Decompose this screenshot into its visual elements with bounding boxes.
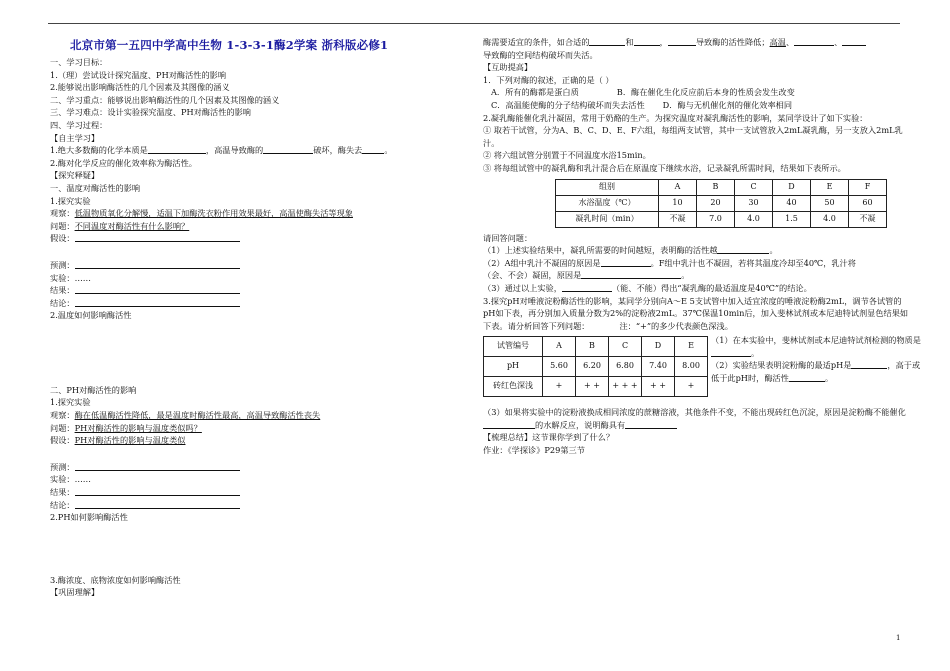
answer-blank[interactable] (789, 372, 825, 382)
hypothesis-line: 假设： (50, 232, 455, 245)
sub-question-2: （2）A组中乳汁不凝固的原因是 。F组中乳汁也不凝固，若将其温度冷却至40℃，乳汁将 (483, 257, 856, 268)
section-heading: 一、学习目标： (50, 57, 108, 67)
sub-question-1: （1）在本实验中，斐林试剂或本尼迪特试剂检测的物质是。 (711, 335, 921, 358)
answer-blank[interactable] (851, 359, 887, 369)
key-point: 二、学习重点：能够说出影响酶活性的几个因素及其图像的涵义 (50, 94, 280, 105)
sub-question-3: （3）通过以上实验， （能、不能）得出“凝乳酶的最适温度是40℃”的结论。 (483, 282, 812, 293)
answer-blank[interactable] (601, 257, 651, 267)
answer-blank[interactable] (717, 244, 769, 254)
explore-heading: 【探究释疑】 (50, 170, 100, 181)
answer-blank[interactable] (75, 297, 240, 307)
question-3: 3.探究pH对唾液淀粉酶活性的影响，某同学分别向A～E 5支试管中加入适宜浓度的唾液淀粉酶2mL，调节各试管的pH如下表，再分别加入质量分数为2%的淀粉液2mL。37℃保温10min后，加入斐林试剂或本尼迪特试剂显色结果如下表。请分析回答下列问题： 注：“+”的多少代表颜色深浅。 (483, 295, 909, 331)
prediction-line: 预测： (50, 259, 455, 272)
subsection-heading: 2.PH如何影响酶活性 (50, 512, 128, 523)
answer-blank[interactable] (75, 499, 240, 509)
summary-heading: 【梳理总结】这节课你学到了什么？ (483, 432, 615, 443)
answer-blank[interactable] (625, 419, 677, 429)
answer-blank[interactable] (483, 419, 535, 429)
answer-blank[interactable] (668, 36, 696, 46)
statement: 2.酶对化学反应的催化效率称为酶活性。 (50, 157, 197, 168)
subsection-heading: 3.酶浓度、底物浓度如何影响酶活性 (50, 574, 181, 585)
prediction-line: 预测： (50, 461, 455, 474)
answer-blank[interactable] (581, 269, 681, 279)
answer-blank[interactable] (634, 36, 660, 46)
coagulation-table (555, 179, 887, 228)
answer-blank[interactable] (362, 144, 384, 154)
step-3: ③ 将每组试管中的凝乳酶和乳汁混合后在原温度下继续水浴，记录凝乳所需时间，结果如下表所示。 (483, 162, 846, 173)
answer-blank[interactable] (562, 282, 612, 292)
conclusion-line: 结论： (50, 499, 455, 512)
answer-blank[interactable] (711, 347, 751, 357)
page-number: 1 (896, 634, 901, 642)
table-row: 凝乳时间（min） 不凝 7.0 4.0 1.5 4.0 不凝 (556, 211, 887, 227)
fill-in-line: 导致酶的空间结构破坏而失活。 (483, 49, 598, 60)
objective-2: 2.能够说出影响酶活性的几个因素及其图像的涵义 (50, 82, 230, 93)
ph-table (483, 336, 708, 397)
result-line: 结果： (50, 284, 455, 297)
difficulty: 三、学习难点：设计实验探究温度、PH对酶活性的影响 (50, 107, 251, 118)
observation-line: 观察：低温物质氧化分解慢，适温下加酶洗衣粉作用效果最好，高温使酶失活等现象 (50, 208, 353, 219)
consolidate-heading: 【巩固理解】 (50, 587, 100, 598)
table-row: 水浴温度（℃） 10 20 30 40 50 60 (556, 195, 887, 211)
subsection-heading: 二、PH对酶活性的影响 (50, 384, 137, 395)
question-line: 1.绝大多数酶的化学本质是 ，高温导致酶的 破坏，酶失去 。 (50, 145, 393, 156)
answer-blank[interactable] (842, 36, 866, 46)
sub-question-1: （1）上述实验结果中，凝乳所需要的时间越短，表明酶的活性越 。 (483, 245, 778, 256)
objective-1: 1.（理）尝试设计探究温度、PH对酶活性的影响 (50, 69, 227, 80)
answer-blank[interactable] (589, 36, 625, 46)
subsection-heading: 1.探究实验 (50, 195, 91, 206)
question-1: 1．下列对酶的叙述，正确的是（ ） (483, 74, 614, 85)
subsection-heading: 2.温度如何影响酶活性 (50, 310, 132, 321)
option-row: A．所有的酶都是蛋白质 B．酶在催化生化反应前后本身的性质会发生改变 (491, 87, 795, 98)
experiment-line: 实验：…… (50, 272, 91, 283)
answer-blank[interactable] (75, 284, 240, 294)
ph-table-block (483, 335, 921, 406)
conclusion-line: 结论： (50, 297, 455, 310)
self-study-heading: 【自主学习】 (50, 132, 100, 143)
question-line: 问题：不同温度对酶活性有什么影响？ (50, 220, 190, 231)
header-rule (48, 23, 900, 24)
answer-blank[interactable] (148, 144, 206, 154)
mutual-help-heading: 【互助提高】 (483, 62, 533, 73)
step-2: ② 将六组试管分别置于不同温度水浴15min。 (483, 150, 651, 161)
experiment-line: 实验：…… (50, 474, 91, 485)
left-column (50, 36, 455, 599)
fill-in-line: 酶需要适宜的条件，如合适的 和 ， 导致酶的活性降低；高温、 、 (483, 36, 913, 49)
option-row: C．高温能使酶的分子结构破坏而失去活性 D．酶与无机催化剂的催化效率相同 (491, 99, 793, 110)
section-heading: 四、学习过程： (50, 119, 108, 130)
question-2: 2.凝乳酶能催化乳汁凝固，常用于奶酪的生产。为探究温度对凝乳酶活性的影响，某同学设计了如下实验： (483, 112, 868, 123)
result-line: 结果： (50, 486, 455, 499)
hypothesis-line: 假设：PH对酶活性的影响与温度类似 (50, 435, 186, 446)
answer-blank[interactable] (263, 144, 313, 154)
table-row: pH 5.60 6.20 6.80 7.40 8.00 (484, 357, 708, 377)
step-1: ① 取若干试管，分为A、B、C、D、E、F六组，每组两支试管，其中一支试管放入2mL凝乳酶，另一支放入2mL乳汁。 (483, 125, 903, 148)
answer-prompt: 请回答问题： (483, 232, 533, 243)
table-row: 砖红色深浅 + + + + + + + + + (484, 377, 708, 397)
question-line: 问题：PH对酶活性的影响与温度类似吗？ (50, 422, 202, 433)
observation-line: 观察：酶在低温酶活性降低，最是温度时酶活性最高，高温导致酶活性丧失 (50, 410, 321, 421)
answer-blank[interactable] (75, 461, 240, 471)
sub-question-2: （2）实验结果表明淀粉酶的最适pH是 ，高于或低于此pH时，酶活性 。 (711, 360, 921, 384)
homework-line: 作业：《学探诊》P29第三节 (483, 445, 585, 456)
subsection-heading: 一、温度对酶活性的影响 (50, 182, 141, 193)
subsection-heading: 1.探究实验 (50, 397, 91, 408)
right-column (483, 36, 921, 457)
sub-question-3: （3）如果将实验中的淀粉液换成相同浓度的蔗糖溶液，其他条件不变，不能出现砖红色沉淀，原因是淀粉酶不能催化的水解反应，说明酶具有 (483, 407, 906, 430)
sub-question-2-cont: （会、不会）凝固，原因是 。 (483, 270, 690, 281)
answer-blank[interactable] (75, 486, 240, 496)
answer-blank[interactable] (75, 259, 240, 269)
answer-blank[interactable] (75, 232, 240, 242)
document-title: 北京市第一五四中学高中生物 1-3-3-1酶2学案 浙科版必修1 (70, 38, 389, 52)
ph-questions (711, 334, 921, 384)
table-row: 组别 A B C D E F (556, 179, 887, 195)
table-row: 试管编号 A B C D E (484, 337, 708, 357)
answer-blank[interactable] (794, 36, 834, 46)
